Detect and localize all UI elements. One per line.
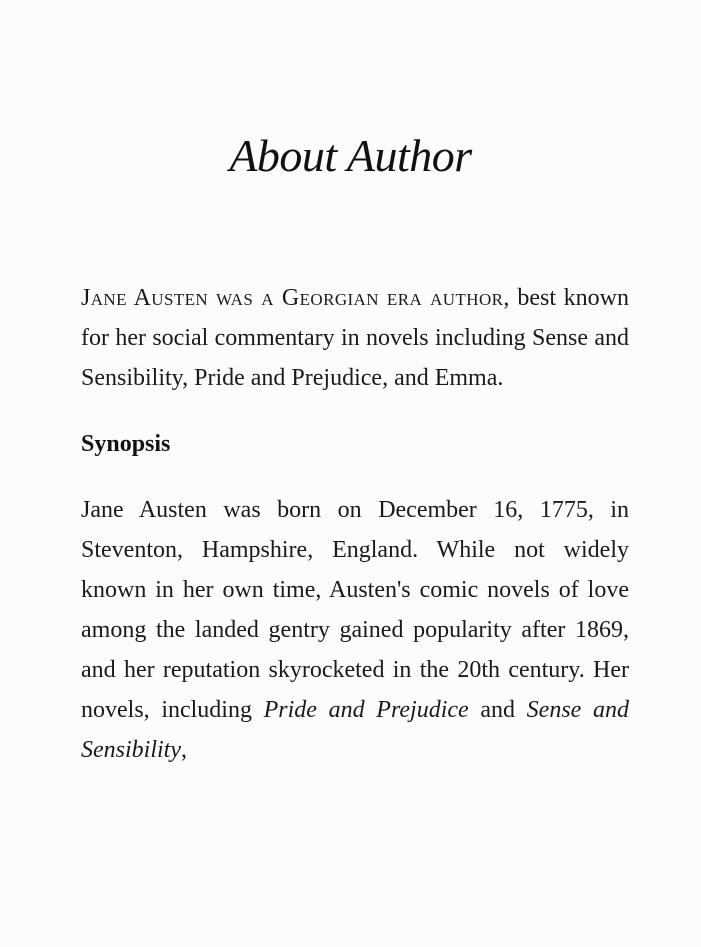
page-title: About Author bbox=[229, 130, 472, 181]
synopsis-paragraph bbox=[81, 490, 629, 770]
page-content bbox=[81, 278, 629, 770]
book-title-pride-and-prejudice: Pride and Prejudice bbox=[263, 697, 469, 723]
intro-lead: Jane Austen was a Georgian era author, bbox=[81, 285, 510, 311]
synopsis-text-before: Jane Austen was born on December 16, 1775, in Steventon, Hampshire, England. While not widely known in her own time, Austen's comic novels of love among the landed gentry gained popularity after 1869, and her reputation skyrocketed in the 20th century. Her novels, including bbox=[81, 497, 629, 723]
intro-rest: best known for her social commentary in novels including Sense and Sensibility, Pride and Prejudice, and Emma. bbox=[81, 285, 629, 391]
section-heading-synopsis: Synopsis bbox=[81, 431, 171, 457]
intro-paragraph bbox=[81, 278, 629, 398]
book-title-sense-and-sensibility: Sense and Sensibility bbox=[81, 697, 629, 763]
synopsis-text-mid: and bbox=[468, 697, 527, 723]
synopsis-text-after: , bbox=[180, 737, 187, 763]
